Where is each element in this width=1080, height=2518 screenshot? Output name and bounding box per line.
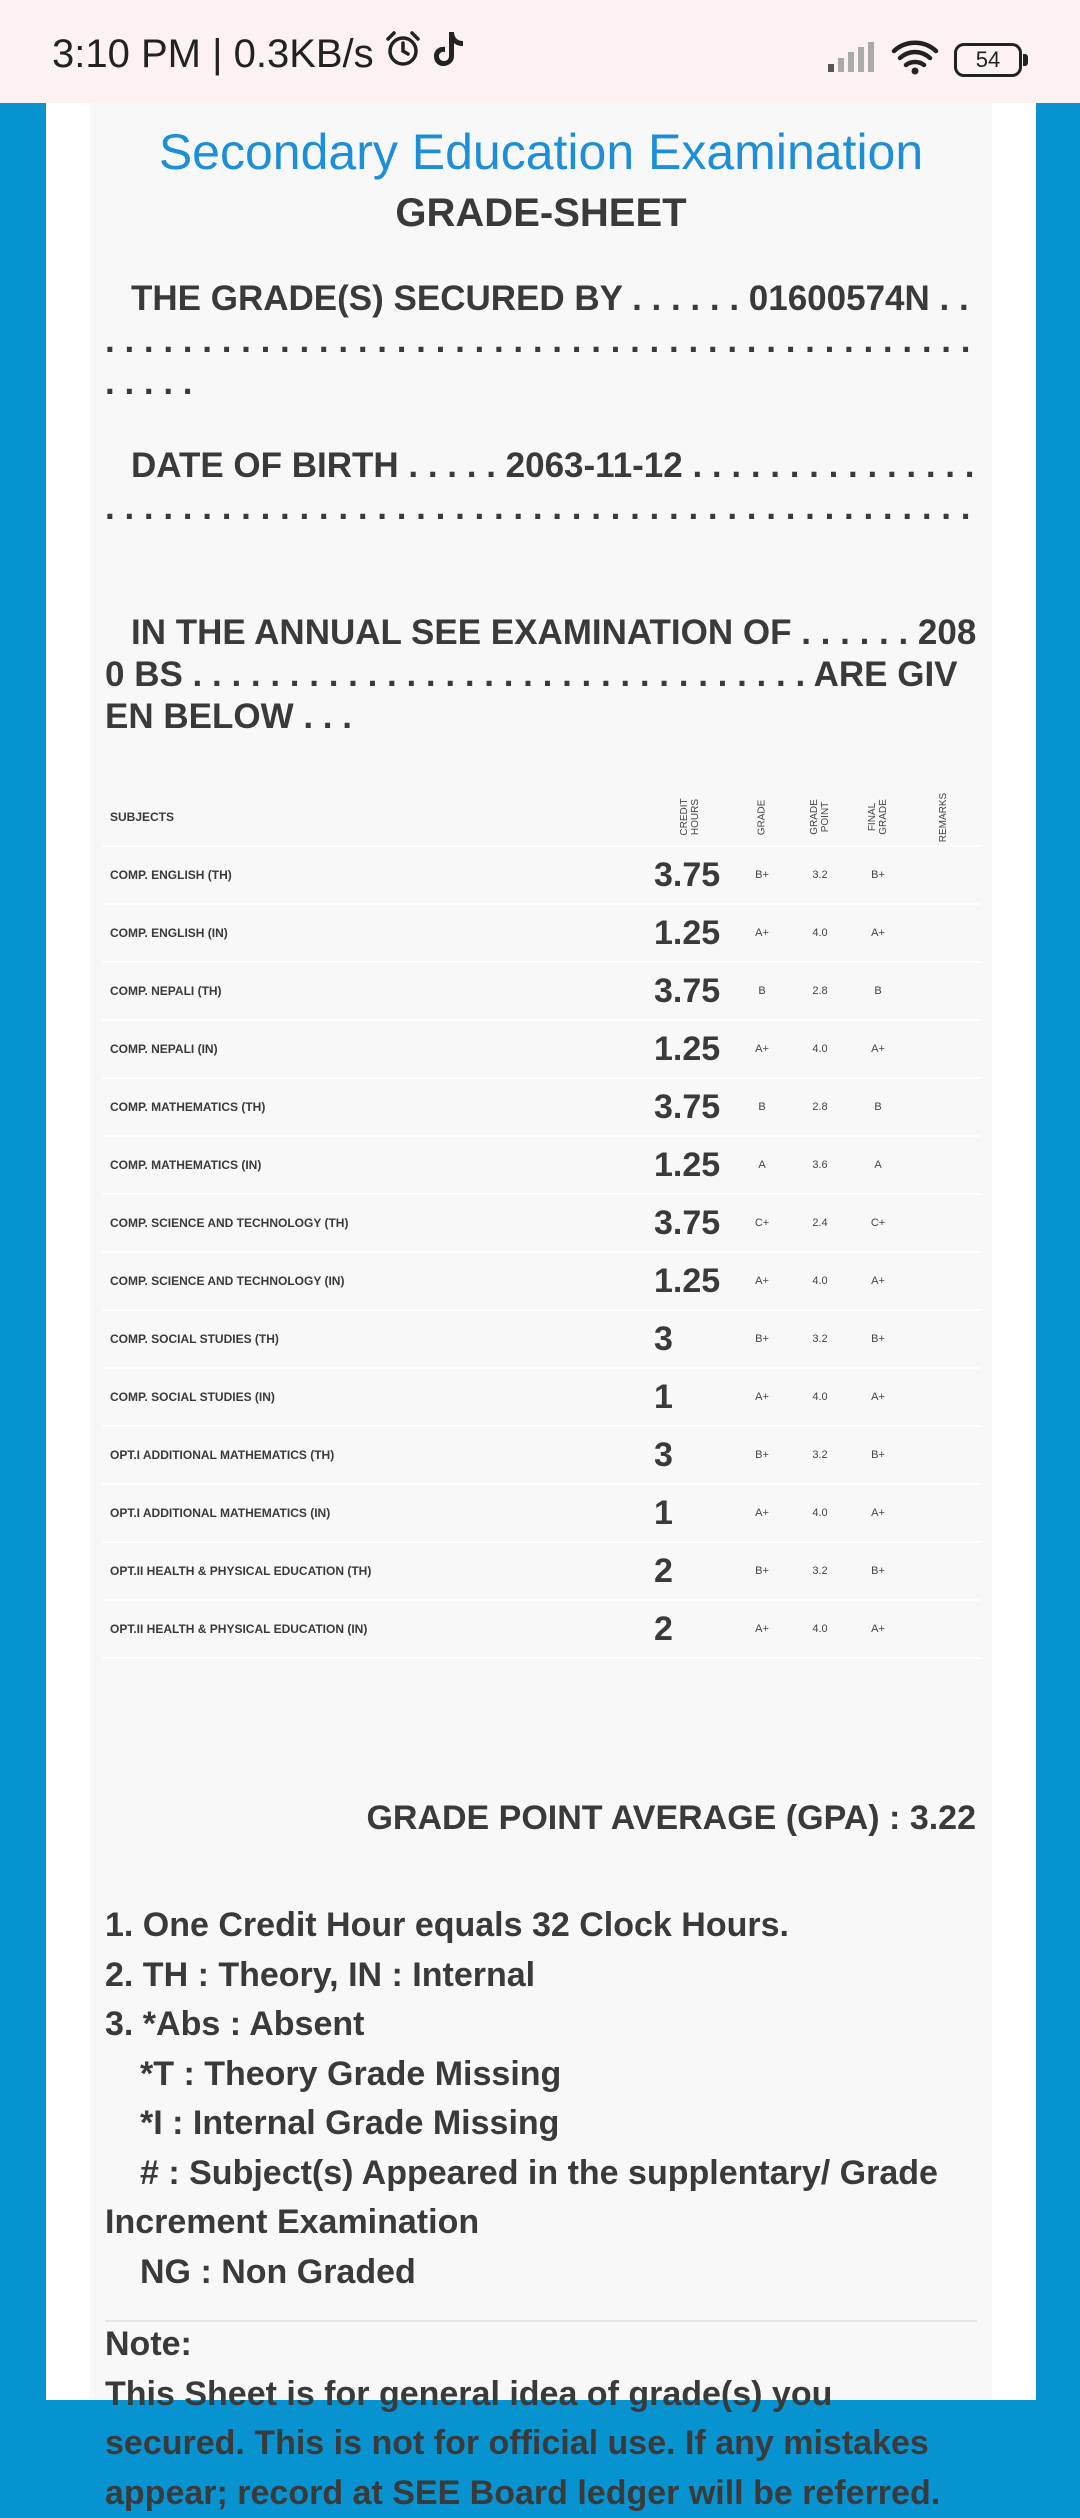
final-grade-cell: A — [849, 1136, 907, 1194]
signal-icon — [828, 42, 876, 77]
credit-hours-cell: 1.25 — [646, 1252, 733, 1310]
grade-cell: A — [733, 1136, 791, 1194]
grade-point-cell: 4.0 — [791, 1368, 849, 1426]
note-supplementary: # : Subject(s) Appeared in the supplentary/ Grade Increment Examination — [105, 2149, 977, 2248]
subject-cell: OPT.I ADDITIONAL MATHEMATICS (IN) — [102, 1484, 646, 1542]
exam-year-suffix: BS — [134, 655, 183, 694]
grade-point-cell: 4.0 — [791, 1600, 849, 1658]
credit-hours-cell: 1 — [646, 1368, 733, 1426]
legend-notes — [105, 1901, 977, 2297]
remarks-cell — [907, 1542, 980, 1600]
exam-year: 2080 — [105, 613, 976, 694]
grade-sheet-page — [46, 103, 1036, 2400]
table-row — [102, 904, 980, 962]
disclaimer-note — [105, 2320, 977, 2518]
note-th-in: 2. TH : Theory, IN : Internal — [105, 1951, 977, 2001]
header-grade-point: GRADE POINT — [791, 789, 849, 846]
subject-cell: COMP. SCIENCE AND TECHNOLOGY (TH) — [102, 1194, 646, 1252]
table-row — [102, 1426, 980, 1484]
credit-hours-cell: 3.75 — [646, 846, 733, 904]
status-right — [828, 40, 1022, 79]
grade-cell: B+ — [733, 1426, 791, 1484]
remarks-cell — [907, 1020, 980, 1078]
final-grade-cell: B+ — [849, 1426, 907, 1484]
header-subjects: SUBJECTS — [102, 789, 646, 846]
remarks-cell — [907, 1368, 980, 1426]
grade-point-cell: 4.0 — [791, 1020, 849, 1078]
time-speed: 3:10 PM | 0.3KB/s — [52, 32, 374, 77]
remarks-cell — [907, 1136, 980, 1194]
credit-hours-cell: 1.25 — [646, 1020, 733, 1078]
grade-cell: B+ — [733, 846, 791, 904]
remarks-cell — [907, 1194, 980, 1252]
dob-line: DATE OF BIRTH . . . . . 2063-11-12 . . . . . . . . . . . . . . . . . . . . . . . . . . . . . . . . . . . . . . . . . . . . . . . . . . . . . . . . . . . . — [105, 445, 977, 529]
grade-cell: A+ — [733, 1020, 791, 1078]
remarks-cell — [907, 1600, 980, 1658]
remarks-cell — [907, 1426, 980, 1484]
grade-table — [102, 789, 980, 1659]
remarks-cell — [907, 962, 980, 1020]
header-credit-hours: CREDIT HOURS — [646, 789, 733, 846]
remarks-cell — [907, 1310, 980, 1368]
grade-point-cell: 3.2 — [791, 846, 849, 904]
subject-cell: COMP. SCIENCE AND TECHNOLOGY (IN) — [102, 1252, 646, 1310]
dob-value: 2063-11-12 — [506, 446, 683, 485]
final-grade-cell: B — [849, 1078, 907, 1136]
subject-cell: COMP. NEPALI (TH) — [102, 962, 646, 1020]
tiktok-icon — [432, 30, 466, 78]
subject-cell: COMP. ENGLISH (IN) — [102, 904, 646, 962]
table-row — [102, 1542, 980, 1600]
credit-hours-cell: 2 — [646, 1600, 733, 1658]
subject-cell: COMP. ENGLISH (TH) — [102, 846, 646, 904]
note-label: Note: — [105, 2320, 977, 2370]
exam-title: Secondary Education Examination — [90, 123, 992, 181]
grade-point-cell: 4.0 — [791, 1252, 849, 1310]
dob-label: DATE OF BIRTH — [131, 446, 399, 485]
table-row — [102, 962, 980, 1020]
table-row — [102, 1310, 980, 1368]
alarm-icon — [384, 30, 422, 78]
wifi-icon — [892, 40, 938, 79]
table-row — [102, 1078, 980, 1136]
credit-hours-cell: 3.75 — [646, 1194, 733, 1252]
exam-line: IN THE ANNUAL SEE EXAMINATION OF . . . . . . 2080 BS . . . . . . . . . . . . . . . . . . . . . . . . . . . . . . . . ARE GIVEN BELOW . . . — [105, 612, 977, 738]
table-row — [102, 846, 980, 904]
table-row — [102, 1020, 980, 1078]
subject-cell: OPT.I ADDITIONAL MATHEMATICS (TH) — [102, 1426, 646, 1484]
note-credit-hour: 1. One Credit Hour equals 32 Clock Hours. — [105, 1901, 977, 1951]
grade-cell: A+ — [733, 1484, 791, 1542]
remarks-cell — [907, 846, 980, 904]
credit-hours-cell: 1.25 — [646, 904, 733, 962]
final-grade-cell: A+ — [849, 1484, 907, 1542]
header-final-grade: FINAL GRADE — [849, 789, 907, 846]
credit-hours-cell: 3 — [646, 1426, 733, 1484]
table-header-row — [102, 789, 980, 846]
subject-cell: COMP. SOCIAL STUDIES (IN) — [102, 1368, 646, 1426]
grade-point-cell: 2.8 — [791, 962, 849, 1020]
sheet-title: GRADE-SHEET — [90, 191, 992, 236]
note-non-graded: NG : Non Graded — [105, 2248, 977, 2298]
grade-point-cell: 3.2 — [791, 1542, 849, 1600]
final-grade-cell: A+ — [849, 1600, 907, 1658]
subject-cell: OPT.II HEALTH & PHYSICAL EDUCATION (TH) — [102, 1542, 646, 1600]
grade-sheet — [90, 103, 992, 2400]
status-left — [52, 30, 466, 78]
table-row — [102, 1600, 980, 1658]
subject-cell: COMP. NEPALI (IN) — [102, 1020, 646, 1078]
final-grade-cell: B — [849, 962, 907, 1020]
remarks-cell — [907, 904, 980, 962]
credit-hours-cell: 1.25 — [646, 1136, 733, 1194]
grade-cell: B — [733, 1078, 791, 1136]
grade-cell: A+ — [733, 1252, 791, 1310]
secured-by-line: THE GRADE(S) SECURED BY . . . . . . 01600574N . . . . . . . . . . . . . . . . . . . . . . . . . . . . . . . . . . . . . . . . . . . . . . . . . . . . — [105, 278, 977, 404]
grade-point-cell: 3.2 — [791, 1426, 849, 1484]
final-grade-cell: B+ — [849, 1542, 907, 1600]
grade-cell: A+ — [733, 1600, 791, 1658]
header-grade: GRADE — [733, 789, 791, 846]
remarks-cell — [907, 1252, 980, 1310]
final-grade-cell: B+ — [849, 846, 907, 904]
note-internal-missing: *I : Internal Grade Missing — [105, 2099, 977, 2149]
credit-hours-cell: 2 — [646, 1542, 733, 1600]
table-row — [102, 1136, 980, 1194]
final-grade-cell: C+ — [849, 1194, 907, 1252]
credit-hours-cell: 3.75 — [646, 962, 733, 1020]
exam-label: IN THE ANNUAL SEE EXAMINATION OF — [131, 613, 792, 652]
final-grade-cell: A+ — [849, 1020, 907, 1078]
final-grade-cell: A+ — [849, 904, 907, 962]
subject-cell: COMP. SOCIAL STUDIES (TH) — [102, 1310, 646, 1368]
header-remarks: REMARKS — [907, 789, 980, 846]
grade-cell: A+ — [733, 1368, 791, 1426]
grade-point-cell: 2.8 — [791, 1078, 849, 1136]
credit-hours-cell: 3.75 — [646, 1078, 733, 1136]
grade-cell: A+ — [733, 904, 791, 962]
remarks-cell — [907, 1484, 980, 1542]
subject-cell: OPT.II HEALTH & PHYSICAL EDUCATION (IN) — [102, 1600, 646, 1658]
final-grade-cell: A+ — [849, 1252, 907, 1310]
status-bar — [0, 0, 1080, 103]
final-grade-cell: A+ — [849, 1368, 907, 1426]
subject-cell: COMP. MATHEMATICS (IN) — [102, 1136, 646, 1194]
grade-cell: B+ — [733, 1542, 791, 1600]
remarks-cell — [907, 1078, 980, 1136]
subject-cell: COMP. MATHEMATICS (TH) — [102, 1078, 646, 1136]
final-grade-cell: B+ — [849, 1310, 907, 1368]
grade-point-cell: 4.0 — [791, 904, 849, 962]
note-text: This Sheet is for general idea of grade(s) you secured. This is not for official use. If any mistakes appear; record at SEE Board ledger will be referred. — [105, 2370, 977, 2518]
grade-point-cell: 4.0 — [791, 1484, 849, 1542]
note-absent: 3. *Abs : Absent — [105, 2000, 977, 2050]
grade-point-cell: 3.2 — [791, 1310, 849, 1368]
grade-cell: B — [733, 962, 791, 1020]
gpa-line: GRADE POINT AVERAGE (GPA) : 3.22 — [366, 1799, 976, 1838]
symbol-number: 01600574N — [749, 279, 930, 318]
grade-cell: C+ — [733, 1194, 791, 1252]
table-row — [102, 1194, 980, 1252]
note-theory-missing: *T : Theory Grade Missing — [105, 2050, 977, 2100]
grade-cell: B+ — [733, 1310, 791, 1368]
table-row — [102, 1484, 980, 1542]
table-row — [102, 1252, 980, 1310]
secured-by-label: THE GRADE(S) SECURED BY — [131, 279, 622, 318]
credit-hours-cell: 3 — [646, 1310, 733, 1368]
battery-icon: 54 — [954, 43, 1022, 77]
grade-point-cell: 3.6 — [791, 1136, 849, 1194]
grade-point-cell: 2.4 — [791, 1194, 849, 1252]
given-below: ARE GIVEN BELOW . . . — [105, 655, 958, 736]
table-row — [102, 1368, 980, 1426]
credit-hours-cell: 1 — [646, 1484, 733, 1542]
